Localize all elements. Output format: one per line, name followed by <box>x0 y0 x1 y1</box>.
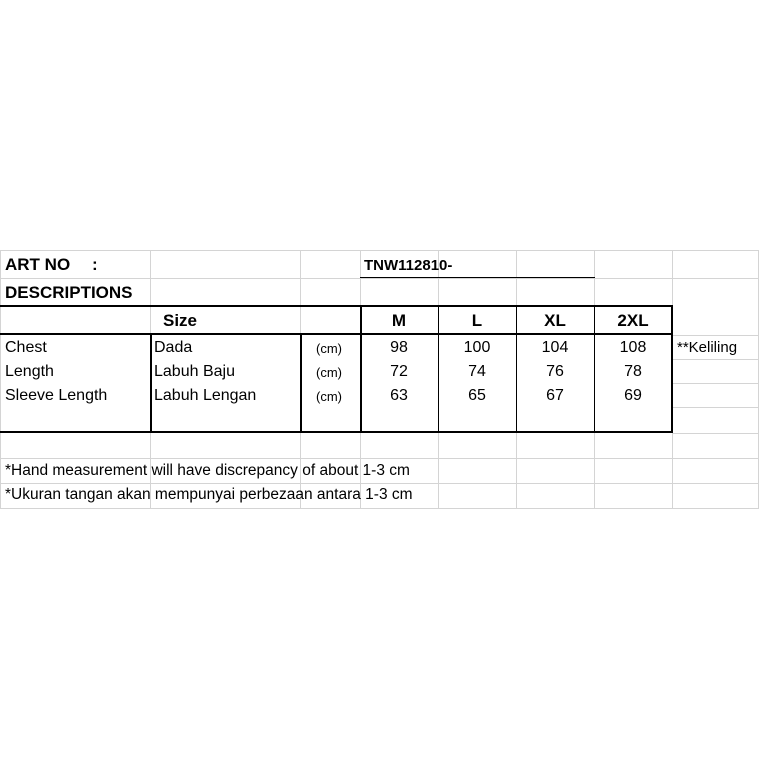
row-sleeve-ms: Labuh Lengan <box>154 387 257 404</box>
row-length-en: Length <box>5 363 54 380</box>
grid-line-h <box>672 407 759 408</box>
grid-line-h <box>672 383 759 384</box>
art-no-colon: : <box>92 255 98 274</box>
note-malay: *Ukuran tangan akan mempunyai perbezaan antara 1-3 cm <box>5 486 413 503</box>
row-sleeve-2xl: 69 <box>624 387 642 404</box>
row-sleeve-l: 65 <box>468 387 486 404</box>
row-sleeve-xl: 67 <box>546 387 564 404</box>
row-chest-en: Chest <box>5 339 47 356</box>
grid-line-h <box>0 483 759 484</box>
row-length-ms: Labuh Baju <box>154 363 235 380</box>
table-header-bottom <box>0 333 672 335</box>
row-chest-note: **Keliling <box>677 339 738 356</box>
grid-line-h <box>672 359 759 360</box>
row-chest-xl: 104 <box>541 339 569 356</box>
size-header: Size <box>162 311 198 330</box>
row-length-m: 72 <box>390 363 408 380</box>
grid-line-h <box>672 433 759 434</box>
art-no-value: TNW112810- <box>364 257 453 274</box>
table-border-bottom <box>0 431 672 433</box>
size-col-l: L <box>471 311 483 330</box>
row-length-l: 74 <box>468 363 486 380</box>
row-length-unit: (cm) <box>316 365 342 380</box>
row-chest-l: 100 <box>463 339 491 356</box>
grid-line-h <box>0 278 759 279</box>
row-chest-2xl: 108 <box>619 339 647 356</box>
size-col-2xl: 2XL <box>617 311 649 330</box>
descriptions-label: DESCRIPTIONS <box>5 283 133 302</box>
table-border-top <box>0 305 672 307</box>
row-chest-ms: Dada <box>154 339 193 356</box>
size-col-xl: XL <box>544 311 566 330</box>
grid-line-v <box>0 250 1 508</box>
row-sleeve-en: Sleeve Length <box>5 387 108 404</box>
table-col-border <box>150 333 152 433</box>
row-chest-m: 98 <box>390 339 408 356</box>
grid-line-h <box>672 335 759 336</box>
size-col-m: M <box>391 311 407 330</box>
grid-line-h <box>0 458 759 459</box>
row-sleeve-m: 63 <box>390 387 408 404</box>
grid-line-h <box>0 508 759 509</box>
row-length-2xl: 78 <box>624 363 642 380</box>
art-no-label: ART NO <box>5 255 71 274</box>
grid-line-h <box>0 250 759 251</box>
row-length-xl: 76 <box>546 363 564 380</box>
row-chest-unit: (cm) <box>316 341 342 356</box>
art-no-underline <box>360 277 595 278</box>
table-col-border <box>300 333 302 433</box>
row-sleeve-unit: (cm) <box>316 389 342 404</box>
note-english: *Hand measurement will have discrepancy of about 1-3 cm <box>5 462 410 479</box>
